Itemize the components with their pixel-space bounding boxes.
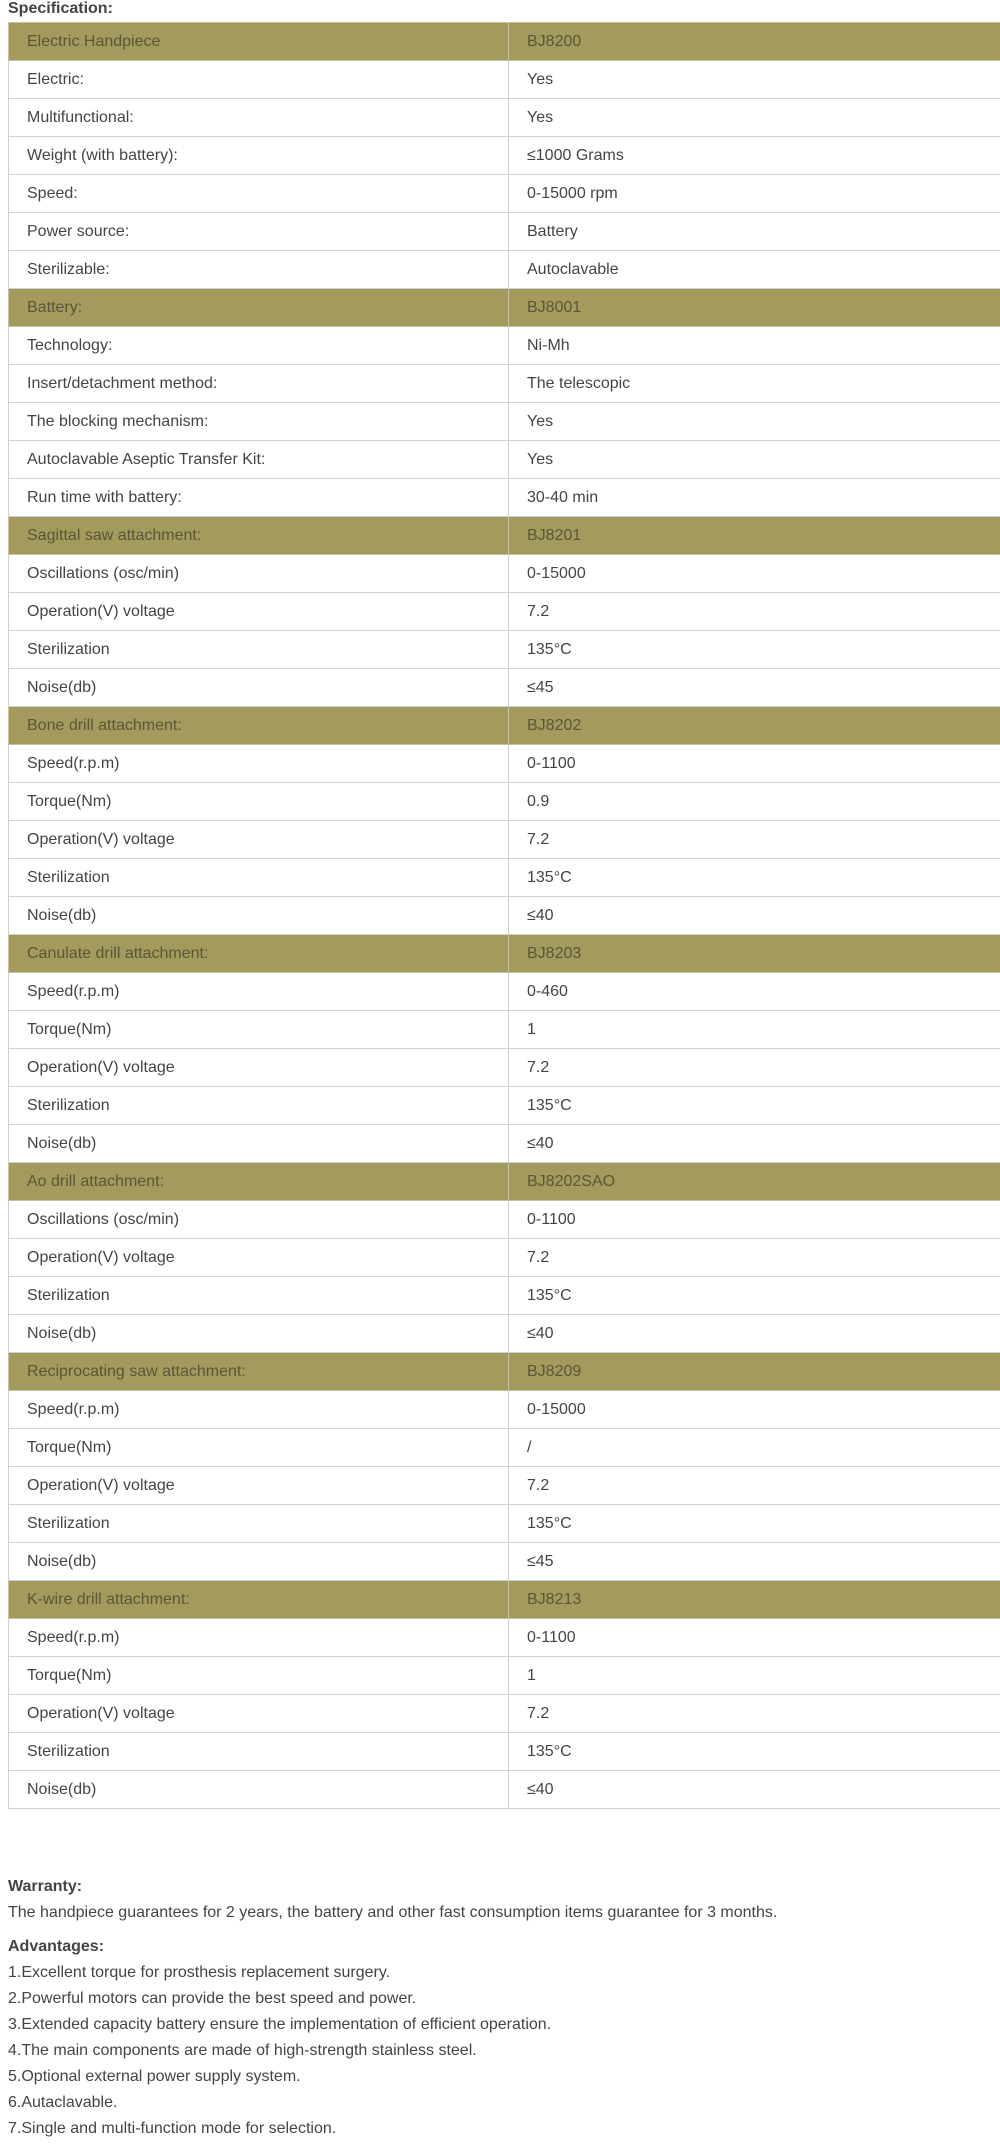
spec-value: 1 bbox=[509, 1657, 1000, 1695]
spec-label: Sterilization bbox=[9, 1087, 509, 1125]
table-row bbox=[9, 1239, 1000, 1277]
spec-value: 135°C bbox=[509, 631, 1000, 669]
table-section-row bbox=[9, 517, 1000, 555]
spec-value: BJ8201 bbox=[509, 517, 1000, 555]
spec-value: BJ8001 bbox=[509, 289, 1000, 327]
spec-label: Reciprocating saw attachment: bbox=[9, 1353, 509, 1391]
spec-value: 30-40 min bbox=[509, 479, 1000, 517]
spec-label: Run time with battery: bbox=[9, 479, 509, 517]
advantage-item: 5.Optional external power supply system. bbox=[8, 2068, 301, 2085]
spec-value: 135°C bbox=[509, 1505, 1000, 1543]
spec-value: 0-15000 bbox=[509, 1391, 1000, 1429]
table-section-row bbox=[9, 1581, 1000, 1619]
advantages-heading: Advantages: bbox=[8, 1938, 105, 1955]
spec-value: 7.2 bbox=[509, 1467, 1000, 1505]
specification-table bbox=[8, 22, 1000, 1809]
spec-value: 7.2 bbox=[509, 821, 1000, 859]
spec-label: Technology: bbox=[9, 327, 509, 365]
spec-label: Speed(r.p.m) bbox=[9, 1619, 509, 1657]
spec-label: Operation(V) voltage bbox=[9, 1239, 509, 1277]
table-row bbox=[9, 555, 1000, 593]
spec-label: Canulate drill attachment: bbox=[9, 935, 509, 973]
spec-label: Operation(V) voltage bbox=[9, 1049, 509, 1087]
table-row bbox=[9, 1733, 1000, 1771]
table-row bbox=[9, 1277, 1000, 1315]
table-row bbox=[9, 1505, 1000, 1543]
specification-table-body bbox=[9, 23, 1000, 1809]
table-row bbox=[9, 1011, 1000, 1049]
spec-label: Noise(db) bbox=[9, 1543, 509, 1581]
spec-value: Battery bbox=[509, 213, 1000, 251]
table-row bbox=[9, 1049, 1000, 1087]
spec-value: Yes bbox=[509, 441, 1000, 479]
spec-value: BJ8202 bbox=[509, 707, 1000, 745]
table-row bbox=[9, 1429, 1000, 1467]
spec-value: 0-460 bbox=[509, 973, 1000, 1011]
advantage-item: 4.The main components are made of high-strength stainless steel. bbox=[8, 2042, 477, 2059]
spec-label: Insert/detachment method: bbox=[9, 365, 509, 403]
spec-label: Operation(V) voltage bbox=[9, 1467, 509, 1505]
spec-value: ≤45 bbox=[509, 1543, 1000, 1581]
spec-label: Oscillations (osc/min) bbox=[9, 555, 509, 593]
advantage-item: 2.Powerful motors can provide the best speed and power. bbox=[8, 1990, 417, 2007]
spec-value: Yes bbox=[509, 403, 1000, 441]
spec-label: Operation(V) voltage bbox=[9, 821, 509, 859]
table-row bbox=[9, 441, 1000, 479]
table-section-row bbox=[9, 935, 1000, 973]
advantage-item: 7.Single and multi-function mode for selection. bbox=[8, 2120, 337, 2137]
spec-label: Autoclavable Aseptic Transfer Kit: bbox=[9, 441, 509, 479]
spec-label: Speed(r.p.m) bbox=[9, 1391, 509, 1429]
spec-value: 7.2 bbox=[509, 1695, 1000, 1733]
spec-label: Weight (with battery): bbox=[9, 137, 509, 175]
specification-heading: Specification: bbox=[8, 0, 113, 17]
table-row bbox=[9, 593, 1000, 631]
spec-value: 0-1100 bbox=[509, 1619, 1000, 1657]
table-row bbox=[9, 783, 1000, 821]
spec-value: BJ8202SAO bbox=[509, 1163, 1000, 1201]
spec-value: 135°C bbox=[509, 859, 1000, 897]
table-row bbox=[9, 1201, 1000, 1239]
table-row bbox=[9, 897, 1000, 935]
table-row bbox=[9, 175, 1000, 213]
spec-value: 0.9 bbox=[509, 783, 1000, 821]
spec-label: Sterilization bbox=[9, 1505, 509, 1543]
spec-label: Speed(r.p.m) bbox=[9, 973, 509, 1011]
table-row bbox=[9, 859, 1000, 897]
spec-label: Electric: bbox=[9, 61, 509, 99]
table-row bbox=[9, 1657, 1000, 1695]
table-section-row bbox=[9, 1163, 1000, 1201]
table-row bbox=[9, 1125, 1000, 1163]
spec-label: Sterilization bbox=[9, 1733, 509, 1771]
spec-label: Torque(Nm) bbox=[9, 1657, 509, 1695]
spec-label: Noise(db) bbox=[9, 1771, 509, 1809]
spec-value: 135°C bbox=[509, 1733, 1000, 1771]
spec-value: Autoclavable bbox=[509, 251, 1000, 289]
advantage-item: 1.Excellent torque for prosthesis replacement surgery. bbox=[8, 1964, 391, 1981]
spec-label: Torque(Nm) bbox=[9, 1011, 509, 1049]
table-row bbox=[9, 973, 1000, 1011]
table-row bbox=[9, 745, 1000, 783]
table-row bbox=[9, 479, 1000, 517]
spec-value: BJ8200 bbox=[509, 23, 1000, 61]
spec-label: Torque(Nm) bbox=[9, 783, 509, 821]
warranty-text: The handpiece guarantees for 2 years, the battery and other fast consumption items guarantee for 3 months. bbox=[8, 1904, 778, 1921]
spec-label: Multifunctional: bbox=[9, 99, 509, 137]
spec-value: 0-1100 bbox=[509, 1201, 1000, 1239]
spec-value: 0-15000 rpm bbox=[509, 175, 1000, 213]
table-row bbox=[9, 669, 1000, 707]
spec-value: 7.2 bbox=[509, 1239, 1000, 1277]
spec-value: 135°C bbox=[509, 1277, 1000, 1315]
advantages-list bbox=[8, 1960, 988, 2142]
table-row bbox=[9, 61, 1000, 99]
table-section-row bbox=[9, 1353, 1000, 1391]
spec-value: ≤40 bbox=[509, 1315, 1000, 1353]
table-row bbox=[9, 1543, 1000, 1581]
spec-value: BJ8203 bbox=[509, 935, 1000, 973]
spec-value: BJ8213 bbox=[509, 1581, 1000, 1619]
spec-label: Noise(db) bbox=[9, 669, 509, 707]
table-row bbox=[9, 1467, 1000, 1505]
spec-label: K-wire drill attachment: bbox=[9, 1581, 509, 1619]
spec-label: Sagittal saw attachment: bbox=[9, 517, 509, 555]
spec-label: Sterilizable: bbox=[9, 251, 509, 289]
spec-value: BJ8209 bbox=[509, 1353, 1000, 1391]
spec-label: Battery: bbox=[9, 289, 509, 327]
spec-label: Sterilization bbox=[9, 1277, 509, 1315]
spec-label: Noise(db) bbox=[9, 1315, 509, 1353]
spec-label: Torque(Nm) bbox=[9, 1429, 509, 1467]
spec-label: Bone drill attachment: bbox=[9, 707, 509, 745]
spec-label: Operation(V) voltage bbox=[9, 1695, 509, 1733]
spec-value: ≤40 bbox=[509, 1771, 1000, 1809]
spec-value: 7.2 bbox=[509, 1049, 1000, 1087]
table-row bbox=[9, 1087, 1000, 1125]
spec-value: The telescopic bbox=[509, 365, 1000, 403]
spec-value: 135°C bbox=[509, 1087, 1000, 1125]
spec-label: Electric Handpiece bbox=[9, 23, 509, 61]
spec-value: ≤40 bbox=[509, 1125, 1000, 1163]
table-row bbox=[9, 365, 1000, 403]
table-row bbox=[9, 213, 1000, 251]
spec-label: The blocking mechanism: bbox=[9, 403, 509, 441]
table-row bbox=[9, 1619, 1000, 1657]
spec-value: ≤40 bbox=[509, 897, 1000, 935]
spec-label: Sterilization bbox=[9, 859, 509, 897]
spec-value: Yes bbox=[509, 99, 1000, 137]
table-row bbox=[9, 137, 1000, 175]
table-row bbox=[9, 251, 1000, 289]
footer-section bbox=[8, 1874, 988, 2142]
table-row bbox=[9, 631, 1000, 669]
table-row bbox=[9, 1695, 1000, 1733]
table-row bbox=[9, 99, 1000, 137]
warranty-heading: Warranty: bbox=[8, 1878, 83, 1895]
table-section-row bbox=[9, 707, 1000, 745]
spec-value: Yes bbox=[509, 61, 1000, 99]
table-row bbox=[9, 1391, 1000, 1429]
table-row bbox=[9, 403, 1000, 441]
table-row bbox=[9, 1315, 1000, 1353]
advantage-item: 6.Autaclavable. bbox=[8, 2094, 118, 2111]
spec-label: Oscillations (osc/min) bbox=[9, 1201, 509, 1239]
table-section-row bbox=[9, 23, 1000, 61]
spec-value: 0-15000 bbox=[509, 555, 1000, 593]
advantage-item: 3.Extended capacity battery ensure the implementation of efficient operation. bbox=[8, 2016, 552, 2033]
spec-label: Speed(r.p.m) bbox=[9, 745, 509, 783]
spec-label: Power source: bbox=[9, 213, 509, 251]
table-row bbox=[9, 1771, 1000, 1809]
spec-label: Noise(db) bbox=[9, 1125, 509, 1163]
spec-value: ≤1000 Grams bbox=[509, 137, 1000, 175]
table-section-row bbox=[9, 289, 1000, 327]
spec-value: Ni-Mh bbox=[509, 327, 1000, 365]
spec-label: Operation(V) voltage bbox=[9, 593, 509, 631]
table-row bbox=[9, 821, 1000, 859]
table-row bbox=[9, 327, 1000, 365]
spec-value: / bbox=[509, 1429, 1000, 1467]
spec-value: ≤45 bbox=[509, 669, 1000, 707]
spec-label: Speed: bbox=[9, 175, 509, 213]
spec-value: 0-1100 bbox=[509, 745, 1000, 783]
spec-value: 1 bbox=[509, 1011, 1000, 1049]
spec-label: Ao drill attachment: bbox=[9, 1163, 509, 1201]
spec-label: Noise(db) bbox=[9, 897, 509, 935]
spec-value: 7.2 bbox=[509, 593, 1000, 631]
spec-label: Sterilization bbox=[9, 631, 509, 669]
